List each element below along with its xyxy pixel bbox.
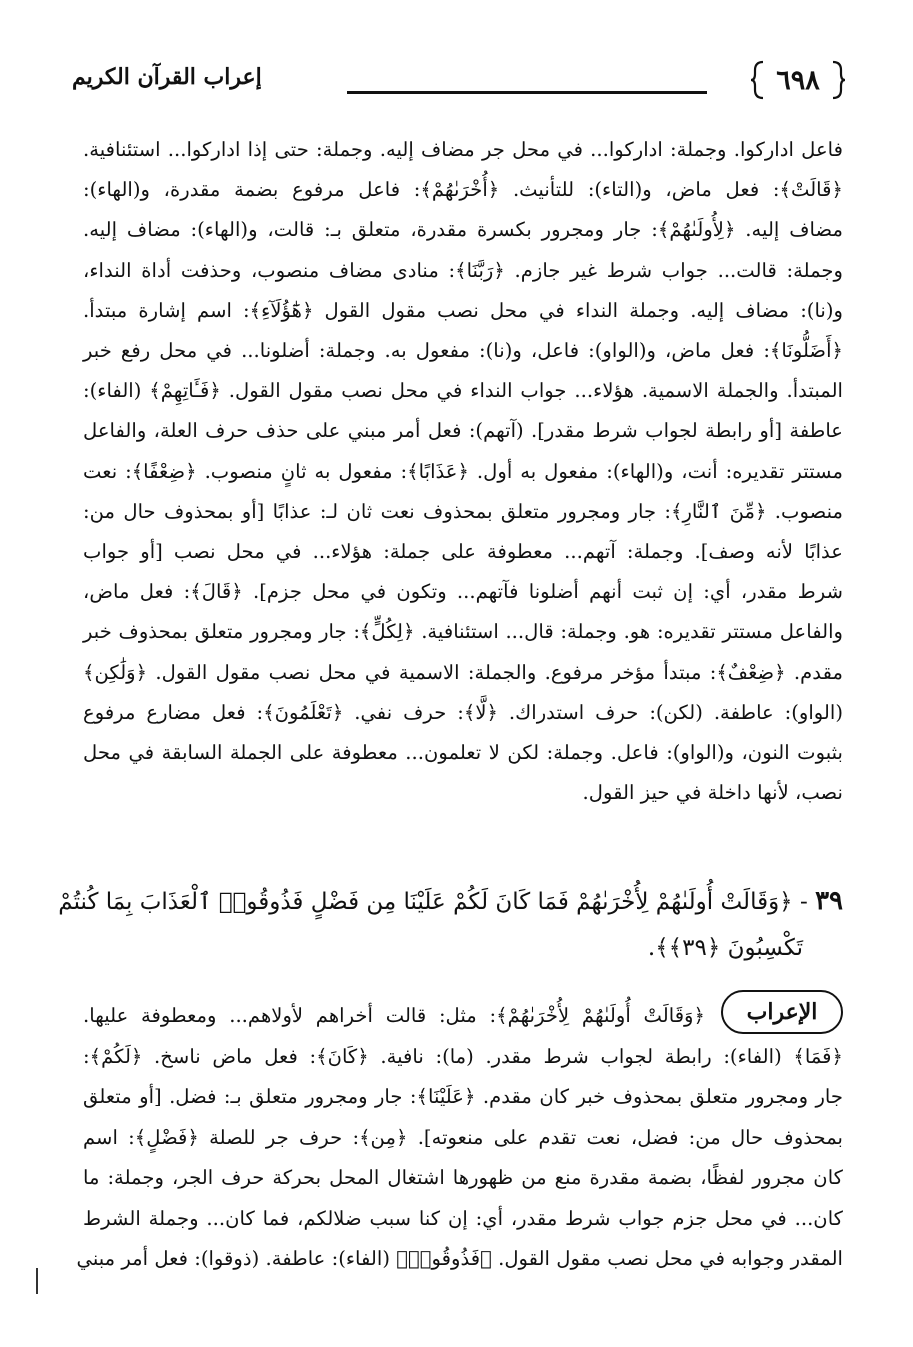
text-line: منصوب. ﴿مِّنَ ٱلنَّارِ﴾: جار ومجرور متعلق بمحذوف نعت ثان لـ: عذابًا [أو بمحذوف حال من: [83, 499, 843, 523]
text-line: مستتر تقديره: أنت، و(الهاء): مفعول به أول. ﴿عَذَابًا﴾: مفعول به ثانٍ منصوب. ﴿ضِعْفًا﴾: نعت [83, 459, 843, 483]
text-line: ﴿أَضَلُّونَا﴾: فعل ماض، و(الواو): فاعل، و(نا): مفعول به. وجملة: أضلونا... في محل رفع خبر [83, 339, 843, 363]
margin-mark [36, 1268, 38, 1294]
text-line: مقدم. ﴿ضِعْفٌ﴾: مبتدأ مؤخر مرفوع. والجملة: الاسمية في محل نصب مقول القول. ﴿وَلَٰكِن﴾ [83, 660, 843, 684]
text-line: عذابًا لأنه وصف]. وجملة: آتهم... معطوفة على جملة: هؤلاء... في محل نصب [أو جواب [83, 540, 843, 564]
irab-line: كان... في محل جزم جواب شرط مقدر، أي: إن كنا سبب ضلالكم، فما كان... وجملة الشرط [83, 1206, 843, 1230]
text-line: والفاعل مستتر تقديره: هو. وجملة: قال... استئنافية. ﴿لِكُلٍّ﴾: جار ومجرور متعلق بمحذوف خبر [83, 620, 843, 644]
irab-line: المقدر وجوابه في محل نصب مقول القول. ﴿فَذُوقُوا۟﴾ (الفاء): عاطفة. (ذوقوا): فعل أمر مبني [76, 1247, 843, 1270]
text-line: مضاف إليه. ﴿لِأُولَىٰهُمْ﴾: جار ومجرور بكسرة مقدرة، متعلق بـ: قالت، و(الهاء): مضاف إليه. [83, 218, 843, 242]
text-line: (الواو): عاطفة. (لكن): حرف استدراك. ﴿لَّا﴾: حرف نفي. ﴿تَعْلَمُونَ﴾: فعل مضارع مرفوع [83, 700, 843, 724]
text-line: فاعل اداركوا. وجملة: اداركوا... في محل جر مضاف إليه. وجملة: حتى إذا اداركوا... استئنافية. [83, 138, 843, 161]
verse-text-1: - ﴿وَقَالَتْ أُولَىٰهُمْ لِأُخْرَىٰهُمْ فَمَا كَانَ لَكُمْ عَلَيْنَا مِن فَضْلٍ فَذُوقُوا۟ ٱلْعَذَابَ بِمَا كُنتُمْ [58, 889, 808, 915]
irab-section-badge: الإعراب [721, 990, 843, 1034]
irab-line: كان مجرور لفظًا، بضمة مقدرة منع من ظهورها اشتغال المحل بحركة حرف الجر، وجملة: ما [83, 1166, 843, 1189]
page-number: ٦٩٨ [776, 64, 820, 96]
quran-verse [58, 878, 843, 971]
text-line: عاطفة [أو رابطة لجواب شرط مقدر]. (آتهم): فعل أمر مبني على حذف حرف العلة، والفاعل [83, 419, 843, 443]
page-number-badge [749, 58, 847, 102]
irab-line: بمحذوف حال من: فضل، نعت تقدم على منعوته]. ﴿مِن﴾: حرف جر للصلة ﴿فَضْلٍ﴾: اسم [83, 1125, 843, 1149]
text-line: و(نا): مضاف إليه. وجملة النداء في محل نصب مقول القول ﴿هَٰٓؤُلَآءِ﴾: اسم إشارة مبتدأ. [83, 298, 843, 322]
text-line: نصب، لأنها داخلة في حيز القول. [582, 781, 843, 805]
text-line: شرط مقدر، أي: إن ثبت أنهم أضلونا فآتهم... وتكون في محل جزم]. ﴿قَالَ﴾: فعل ماض، [83, 580, 843, 604]
verse-line-1 [58, 878, 843, 925]
irab-line: جار ومجرور متعلق بمحذوف خبر كان مقدم. ﴿عَلَيْنَا﴾: جار ومجرور متعلق بـ: فضل. [أو متعلق [83, 1085, 843, 1108]
book-title: إعراب القرآن الكريم [72, 64, 262, 90]
verse-line-2: تَكْسِبُونَ ﴿٣٩﴾﴾. [647, 935, 803, 961]
verse-number: ٣٩ [815, 886, 843, 916]
irab-text [76, 996, 843, 1280]
commentary-text [83, 130, 843, 813]
text-line: المبتدأ. والجملة الاسمية. هؤلاء... جواب النداء في محل نصب مقول القول. ﴿فَـَٔاتِهِمْ﴾ (الفاء): [83, 379, 843, 403]
irab-line: ﴿فَمَا﴾ (الفاء): رابطة لجواب شرط مقدر. (ما): نافية. ﴿كَانَ﴾: فعل ماض ناسخ. ﴿لَكُمْ﴾: [83, 1044, 843, 1068]
header-rule [347, 91, 707, 94]
page-header [72, 56, 847, 106]
text-line: وجملة: قالت... جواب شرط غير جازم. ﴿رَبَّنَا﴾: منادى مضاف منصوب، وحذفت أداة النداء، [83, 258, 843, 282]
irab-line: ﴿وَقَالَتْ أُولَىٰهُمْ لِأُخْرَىٰهُمْ﴾: مثل: قالت أخراهم لأولاهم... ومعطوفة عليها. [83, 1004, 705, 1027]
text-line: بثبوت النون، و(الواو): فاعل. وجملة: لكن لا تعلمون... معطوفة على الجملة السابقة في محل [83, 741, 843, 765]
text-line: ﴿قَالَتْ﴾: فعل ماض، و(التاء): للتأنيث. ﴿أُخْرَىٰهُمْ﴾: فاعل مرفوع بضمة مقدرة، و(الهاء): [83, 178, 843, 202]
